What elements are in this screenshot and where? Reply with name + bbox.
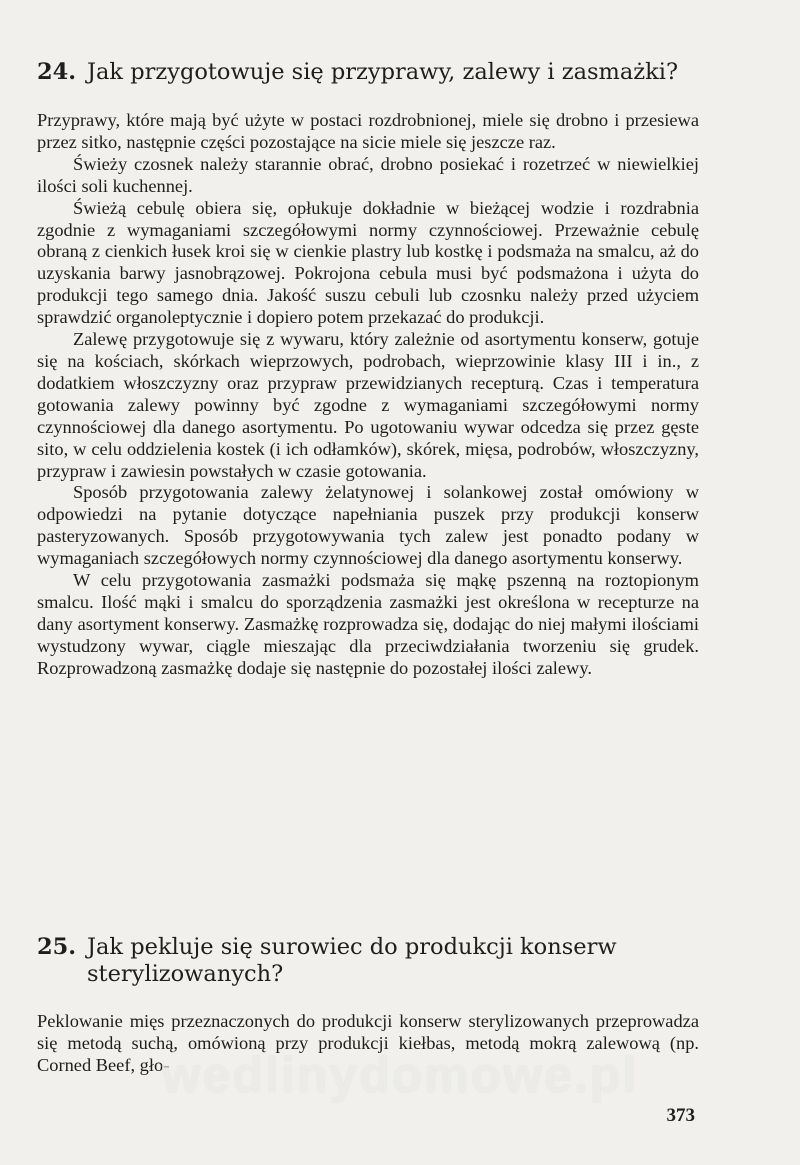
question-25-heading: [37, 934, 737, 988]
question-title: Jak pekluje się surowiec do produkcji konserw sterylizowanych?: [87, 934, 617, 987]
page-number: 373: [666, 1105, 695, 1126]
watermark: wedlinydomowe.pl: [161, 1047, 639, 1103]
question-24-heading: [37, 59, 737, 86]
paragraph: Świeży czosnek należy starannie obrać, drobno posiekać i rozetrzeć w niewielkiej ilości soli kuchennej.: [37, 153, 699, 196]
paragraph: Przyprawy, które mają być użyte w postaci rozdrobnionej, miele się drobno i przesiewa przez sitko, następnie części pozostające na sicie miele się jeszcze raz.: [37, 110, 699, 152]
paragraph: Świeżą cebulę obiera się, opłukuje dokładnie w bieżącej wodzie i rozdrabnia zgodnie z wymaganiami szczegółowymi normy czynnościowej. Przeważnie cebulę obraną z cienkich łusek kroi się w cienkie plastry lub kostkę i podsmaża na smalcu, aż do uzyskania barwy jasnobrązowej. Pokrojona cebula musi być podsmażona i użyta do produkcji tego samego dnia. Jakość suszu cebuli lub czosnku należy przed użyciem sprawdzić organoleptycznie i dopiero potem przekazać do produkcji.: [37, 197, 699, 328]
paragraph: Peklowanie mięs przeznaczonych do produkcji konserw sterylizowanych przeprowadza się metodą suchą, omówioną przy produkcji kiełbas, metodą mokrą zalewową (np. Corned Beef, gło-: [37, 1011, 699, 1075]
answer-25-body: [37, 1011, 699, 1077]
question-number: 25.: [37, 934, 77, 960]
question-title: Jak przygotowuje się przyprawy, zalewy i zasmażki?: [87, 59, 679, 85]
question-number: 24.: [37, 59, 77, 85]
paragraph: Zalewę przygotowuje się z wywaru, który zależnie od asortymentu konserw, gotuje się na kościach, skórkach wieprzowych, podrobach, wieprzowinie klasy III i in., z dodatkiem włoszczyzny oraz przypraw przewidzianych recepturą. Czas i temperatura gotowania zalewy powinny być zgodne z wymaganiami szczegółowymi normy czynnościowej dla danego asortymentu. Po ugotowaniu wywar odcedza się przez gęste sito, w celu oddzielenia kostek (i ich odłamków), skórek, mięsa, podrobów, włoszczyzny, przypraw i zawiesin powstałych w czasie gotowania.: [37, 329, 699, 481]
paragraph: Sposób przygotowania zalewy żelatynowej i solankowej został omówiony w odpowiedzi na pytanie dotyczące napełniania puszek przy produkcji konserw pasteryzowanych. Sposób przygotowywania tych zalew jest ponadto podany w wymaganiach szczegółowych normy czynnościowej dla danego asortymentu konserwy.: [37, 482, 699, 569]
answer-24-body: [37, 110, 699, 680]
paragraph: W celu przygotowania zasmażki podsmaża się mąkę pszenną na roztopionym smalcu. Ilość mąki i smalcu do sporządzenia zasmażki jest określona w recepturze na dany asortyment konserwy. Zasmażkę rozprowadza się, dodając do niej małymi ilościami wystudzony wywar, ciągle mieszając dla przeciwdziałania tworzeniu się grudek. Rozprowadzoną zasmażkę dodaje się następnie do pozostałej ilości zalewy.: [37, 570, 699, 678]
